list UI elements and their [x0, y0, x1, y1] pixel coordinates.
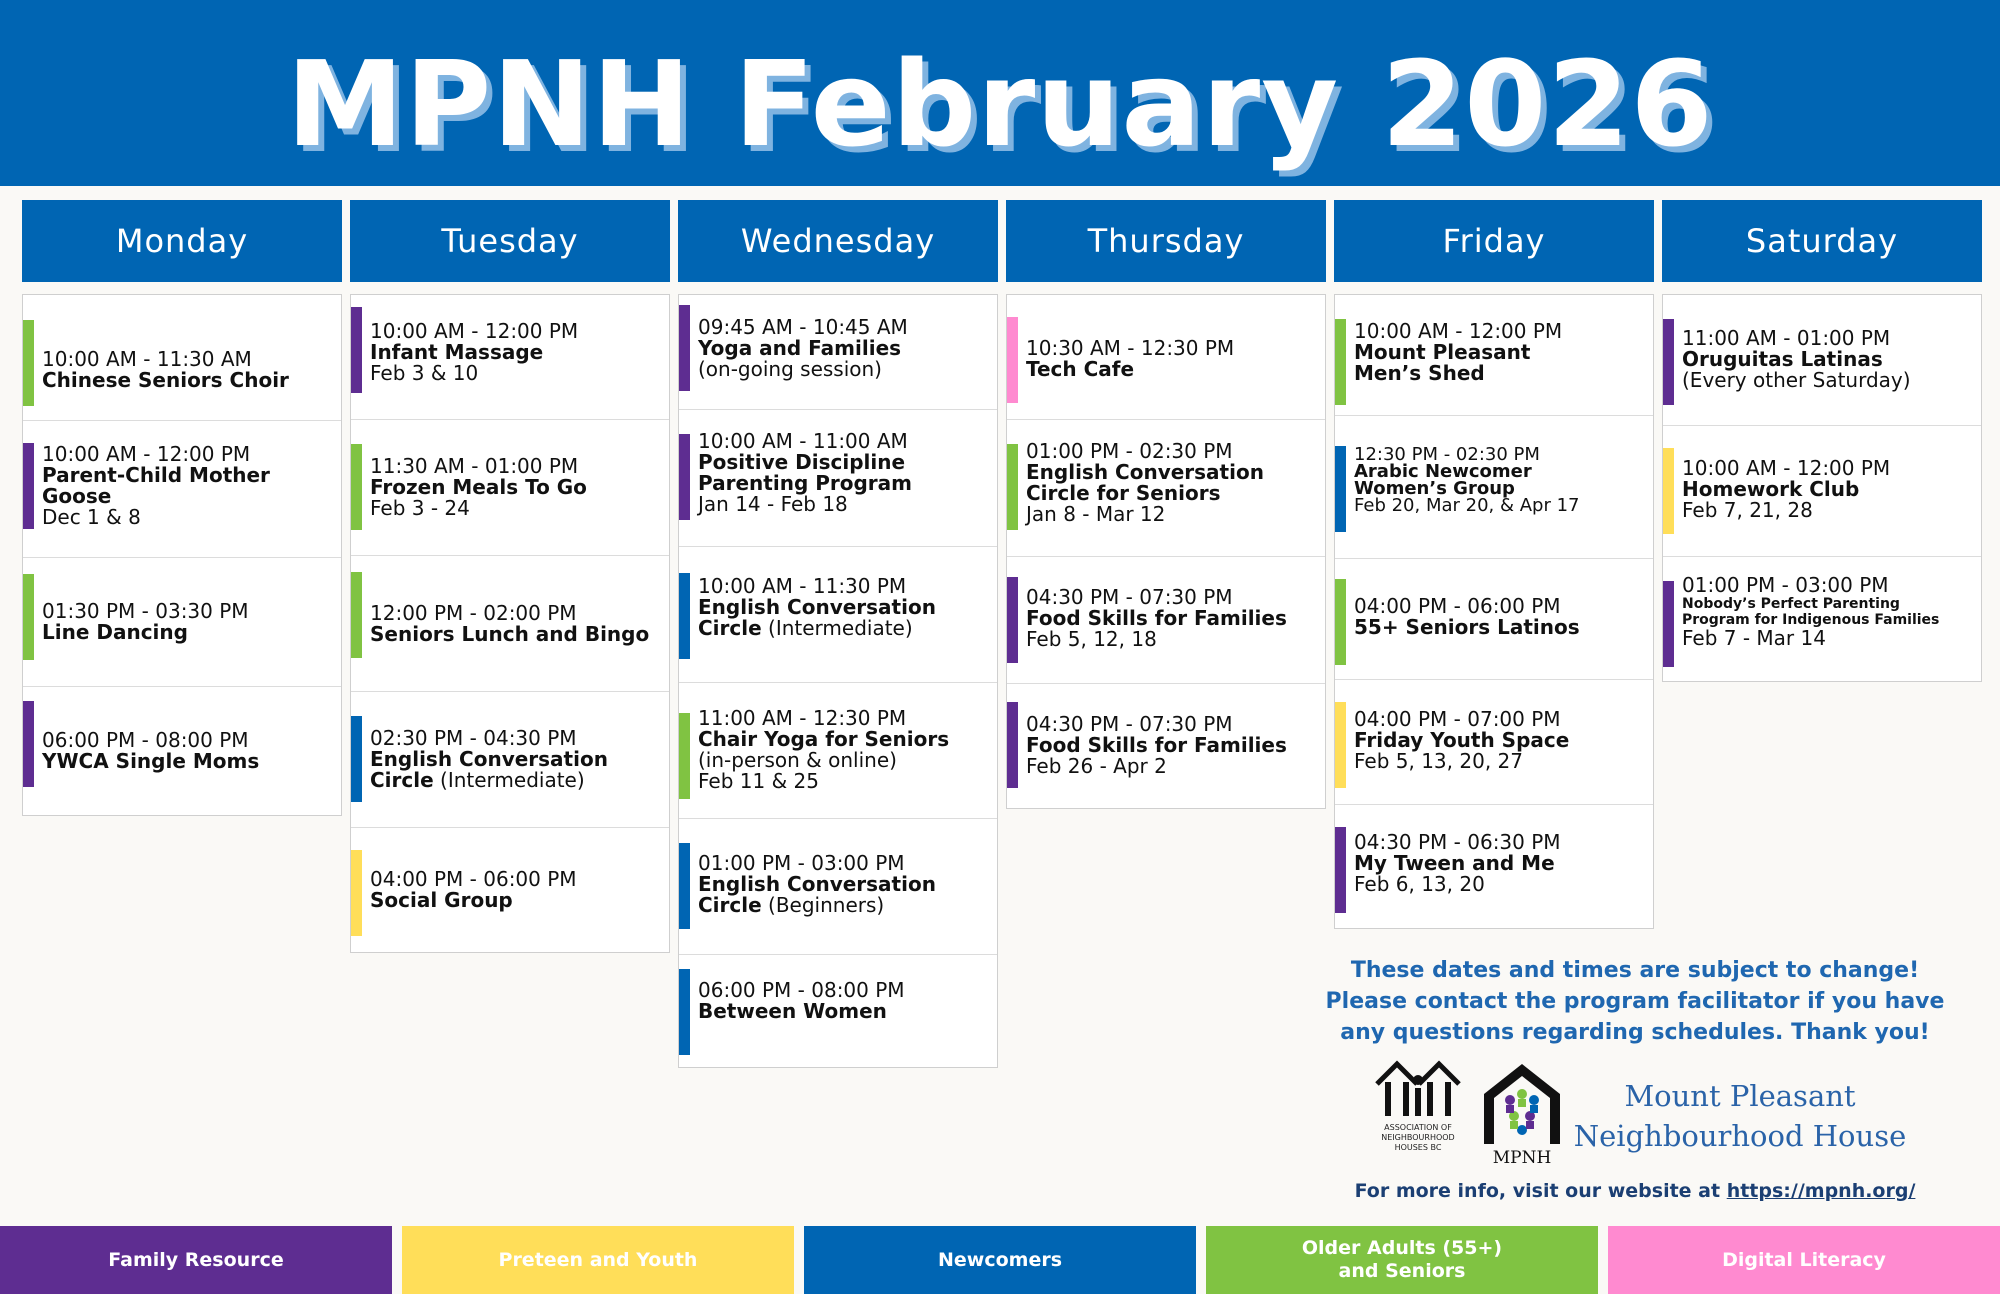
event-name: Arabic Newcomer Women’s Group	[1354, 461, 1532, 499]
event-time: 10:00 AM - 11:30 AM	[42, 347, 252, 371]
event-name: Oruguitas Latinas	[1682, 346, 1883, 371]
mpnh-abbr: MPNH	[1492, 1148, 1552, 1168]
event-card	[23, 421, 341, 558]
event-time: 10:00 AM - 12:00 PM	[1682, 455, 1891, 480]
event-time: 12:00 PM - 02:00 PM	[370, 600, 577, 625]
category-bar	[351, 307, 362, 393]
legend-label: Newcomers	[937, 1248, 1063, 1271]
legend-label: Family Resource	[108, 1248, 284, 1271]
event-name: Parent-Child Mother Goose	[42, 463, 270, 508]
event-card	[679, 410, 997, 547]
event-name: My Tween and Me	[1354, 851, 1555, 875]
legend-label: Digital Literacy	[1722, 1248, 1886, 1271]
category-bar	[1335, 702, 1346, 788]
day-column-friday	[1334, 200, 1654, 929]
category-bar	[23, 701, 34, 787]
legend-label: and Seniors	[1338, 1260, 1466, 1282]
event-detail: Feb 3 - 24	[370, 496, 470, 520]
category-bar	[679, 713, 690, 799]
event-name: English Conversation Circle	[698, 872, 936, 917]
anh-bc-logo	[1370, 1058, 1466, 1152]
event-card	[351, 420, 669, 556]
event-card	[1335, 416, 1653, 559]
event-name: Chinese Seniors Choir	[42, 368, 289, 392]
notice-line: any questions regarding schedules. Thank you!	[1340, 1020, 1930, 1045]
category-bar	[1335, 827, 1346, 913]
event-name: YWCA Single Moms	[42, 749, 260, 773]
event-time: 04:00 PM - 06:00 PM	[370, 867, 577, 891]
event-card	[679, 955, 997, 1067]
category-bar	[1335, 579, 1346, 665]
category-bar	[1007, 702, 1018, 788]
event-time: 01:00 PM - 02:30 PM	[1026, 439, 1233, 463]
event-time: 04:30 PM - 07:30 PM	[1026, 711, 1233, 736]
category-bar	[23, 320, 34, 406]
event-time: 06:00 PM - 08:00 PM	[698, 978, 905, 1002]
page-title: MPNH February 2026	[286, 35, 1714, 173]
category-bar	[351, 850, 362, 936]
event-detail: (Every other Saturday)	[1682, 367, 1911, 392]
event-time: 10:00 AM - 12:00 PM	[370, 318, 579, 343]
category-bar	[23, 574, 34, 660]
event-name: Mount Pleasant Men’s Shed	[1354, 339, 1531, 385]
event-list	[350, 294, 670, 953]
event-level: (Intermediate)	[433, 768, 585, 792]
event-name: Yoga and Families	[698, 335, 902, 360]
event-detail: Feb 7 - Mar 14	[1682, 626, 1826, 650]
event-detail: (in-person & online)	[698, 747, 897, 772]
notice-line: Please contact the program facilitator if you have	[1325, 989, 1945, 1014]
event-name: Nobody’s Perfect Parenting Program for Indigenous Families	[1682, 596, 1940, 628]
event-card	[679, 295, 997, 410]
event-detail: Feb 26 - Apr 2	[1026, 753, 1167, 778]
event-name: Chair Yoga for Seniors	[698, 726, 950, 751]
day-header: Thursday	[1006, 200, 1326, 282]
legend-older-adults	[1206, 1226, 1598, 1294]
legend-family-resource	[0, 1226, 392, 1294]
houses-icon	[1373, 1058, 1463, 1118]
day-header: Tuesday	[350, 200, 670, 282]
category-bar	[1335, 446, 1346, 532]
event-level: (Beginners)	[761, 893, 885, 917]
event-level: (Intermediate)	[761, 616, 913, 640]
event-name: Between Women	[698, 999, 887, 1023]
event-time: 02:30 PM - 04:30 PM	[370, 726, 577, 750]
event-card	[1335, 680, 1653, 805]
event-detail: Feb 6, 13, 20	[1354, 872, 1485, 896]
title-banner	[0, 0, 2000, 186]
category-bar	[1335, 319, 1346, 405]
event-time: 10:00 AM - 11:00 AM	[698, 429, 908, 453]
event-name: Frozen Meals To Go	[370, 475, 587, 499]
event-name: 55+ Seniors Latinos	[1354, 615, 1580, 639]
event-card	[679, 683, 997, 819]
category-bar	[679, 969, 690, 1055]
event-time: 10:00 AM - 12:00 PM	[42, 442, 251, 466]
event-time: 11:30 AM - 01:00 PM	[370, 454, 579, 478]
legend-digital-literacy	[1608, 1226, 2000, 1294]
logo-area	[1370, 1058, 1910, 1168]
event-time: 01:00 PM - 03:00 PM	[698, 851, 905, 875]
schedule-notice	[1310, 955, 1960, 1048]
event-name: Homework Club	[1682, 476, 1860, 501]
event-card	[679, 547, 997, 683]
event-card	[23, 558, 341, 687]
event-time: 04:00 PM - 07:00 PM	[1354, 706, 1561, 731]
event-card	[1335, 295, 1653, 416]
day-header: Monday	[22, 200, 342, 282]
org-name-line: Neighbourhood House	[1573, 1119, 1907, 1153]
event-name: Positive Discipline Parenting Program	[698, 450, 912, 495]
event-card	[1007, 684, 1325, 808]
day-column-tuesday	[350, 200, 670, 953]
category-bar	[679, 843, 690, 929]
day-column-wednesday	[678, 200, 998, 1068]
event-card	[23, 687, 341, 815]
event-card	[351, 295, 669, 420]
day-column-thursday	[1006, 200, 1326, 809]
event-detail: (on-going session)	[698, 356, 882, 381]
category-bar	[679, 573, 690, 659]
anh-text: NEIGHBOURHOOD	[1381, 1133, 1455, 1142]
event-detail: Feb 20, Mar 20, & Apr 17	[1354, 495, 1580, 516]
day-column-monday	[22, 200, 342, 816]
event-card	[1335, 805, 1653, 928]
legend-label: Preteen and Youth	[498, 1248, 698, 1271]
day-column-saturday	[1662, 200, 1982, 682]
category-bar	[1007, 317, 1018, 403]
event-name: English Conversation Circle	[370, 747, 608, 792]
event-name: English Conversation Circle for Seniors	[1026, 460, 1264, 505]
event-card	[1663, 557, 1981, 681]
event-detail: Dec 1 & 8	[42, 505, 141, 529]
event-name: Infant Massage	[370, 339, 544, 364]
event-card	[351, 828, 669, 952]
event-time: 11:00 AM - 12:30 PM	[698, 705, 907, 730]
event-time: 12:30 PM - 02:30 PM	[1354, 444, 1540, 465]
event-list	[1006, 294, 1326, 809]
event-detail: Feb 7, 21, 28	[1682, 497, 1813, 522]
event-name: Food Skills for Families	[1026, 732, 1287, 757]
event-list	[1662, 294, 1982, 682]
event-time: 09:45 AM - 10:45 AM	[698, 314, 908, 339]
event-card	[1335, 559, 1653, 680]
event-detail: Feb 5, 13, 20, 27	[1354, 748, 1523, 773]
event-time: 04:00 PM - 06:00 PM	[1354, 594, 1561, 618]
category-bar	[351, 572, 362, 658]
organization-name	[1570, 1076, 1910, 1156]
category-bar	[351, 444, 362, 530]
house-people-icon	[1480, 1058, 1564, 1146]
event-detail: Feb 3 & 10	[370, 360, 479, 385]
day-header: Friday	[1334, 200, 1654, 282]
legend-newcomers	[804, 1226, 1196, 1294]
category-bar	[1663, 319, 1674, 405]
event-name: Seniors Lunch and Bingo	[370, 621, 650, 646]
event-name: Social Group	[370, 888, 513, 912]
website-label: For more info, visit our website at	[1354, 1180, 1727, 1202]
event-time: 11:00 AM - 01:00 PM	[1682, 325, 1891, 350]
category-bar	[1007, 444, 1018, 530]
event-time: 01:00 PM - 03:00 PM	[1682, 573, 1889, 597]
event-name: English Conversation Circle	[698, 595, 936, 640]
event-time: 01:30 PM - 03:30 PM	[42, 599, 249, 623]
event-list	[22, 294, 342, 816]
event-name: Food Skills for Families	[1026, 605, 1287, 630]
legend-preteen-youth	[402, 1226, 794, 1294]
mpnh-logo	[1478, 1058, 1566, 1168]
event-card	[23, 295, 341, 421]
event-time: 04:30 PM - 06:30 PM	[1354, 830, 1561, 854]
anh-text: HOUSES BC	[1394, 1143, 1442, 1152]
notice-line: These dates and times are subject to change!	[1350, 958, 1920, 983]
category-bar	[1663, 581, 1674, 667]
category-bar	[1663, 448, 1674, 534]
day-header: Wednesday	[678, 200, 998, 282]
event-list	[1334, 294, 1654, 929]
event-detail: Jan 8 - Mar 12	[1026, 502, 1166, 526]
event-name: Line Dancing	[42, 620, 188, 644]
event-card	[1663, 295, 1981, 426]
category-bar	[1007, 577, 1018, 663]
event-time: 10:30 AM - 12:30 PM	[1026, 336, 1235, 360]
event-card	[1007, 420, 1325, 557]
event-time: 10:00 AM - 11:30 PM	[698, 574, 907, 598]
event-name: Tech Cafe	[1026, 357, 1135, 381]
event-detail: Jan 14 - Feb 18	[698, 492, 848, 516]
day-header: Saturday	[1662, 200, 1982, 282]
anh-text: ASSOCIATION OF	[1384, 1123, 1452, 1132]
legend-label: Older Adults (55+)	[1301, 1237, 1503, 1259]
event-name: Friday Youth Space	[1354, 727, 1570, 752]
event-time: 04:30 PM - 07:30 PM	[1026, 584, 1233, 609]
website-info	[1300, 1180, 1970, 1202]
website-link[interactable]: https://mpnh.org/	[1726, 1180, 1916, 1202]
event-card	[1007, 295, 1325, 420]
event-card	[679, 819, 997, 955]
org-name-line: Mount Pleasant	[1624, 1079, 1856, 1113]
category-bar	[679, 305, 690, 391]
event-detail: Feb 5, 12, 18	[1026, 626, 1157, 651]
event-time: 10:00 AM - 12:00 PM	[1354, 318, 1563, 343]
event-time: 06:00 PM - 08:00 PM	[42, 728, 249, 752]
event-card	[351, 556, 669, 692]
category-bar	[351, 716, 362, 802]
event-card	[351, 692, 669, 828]
event-dates: Feb 11 & 25	[698, 768, 819, 793]
category-bar	[23, 443, 34, 529]
event-card	[1663, 426, 1981, 557]
category-bar	[679, 434, 690, 520]
event-list	[678, 294, 998, 1068]
event-card	[1007, 557, 1325, 684]
